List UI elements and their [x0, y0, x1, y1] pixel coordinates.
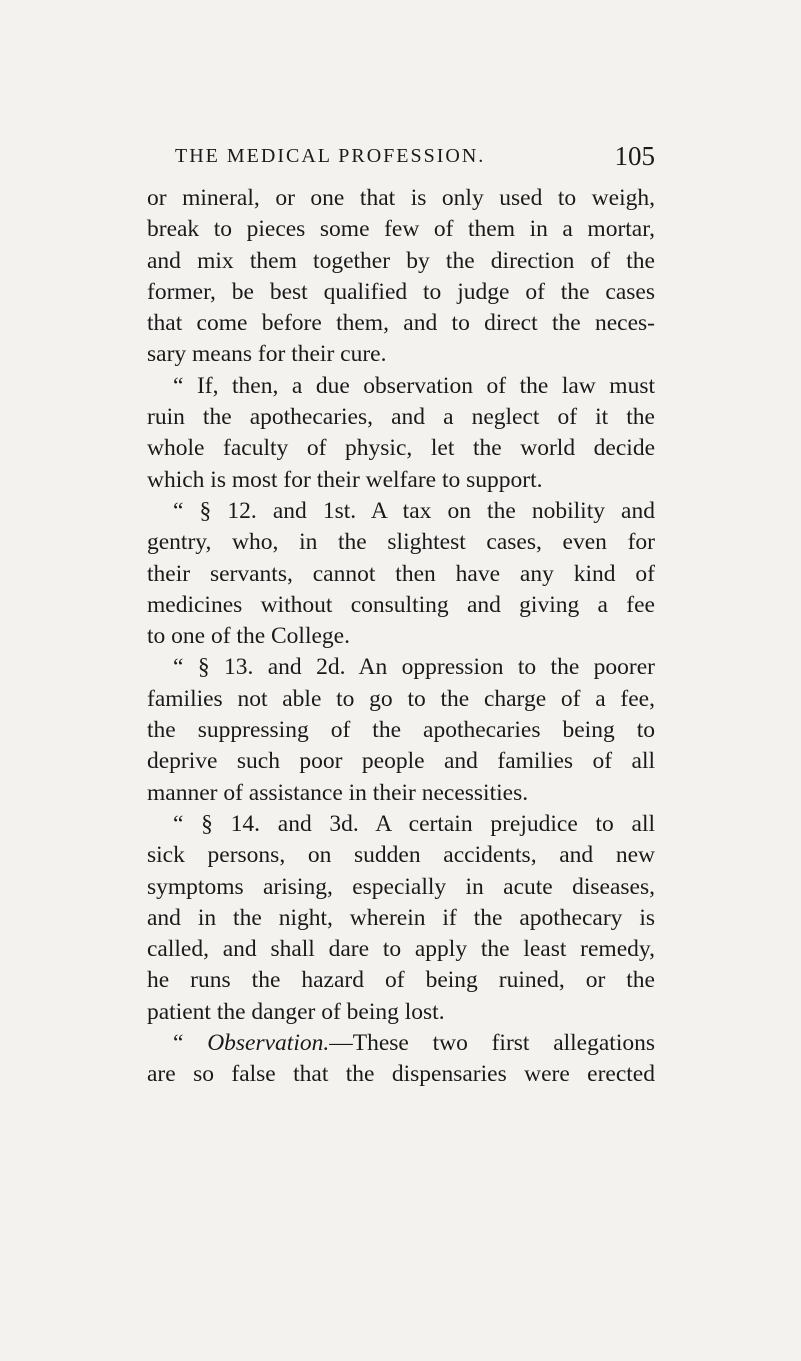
text-line: sick persons, on sudden accidents, and new [147, 842, 655, 869]
text-line: gentry, who, in the slightest cases, even for [147, 529, 655, 556]
text-line: medicines without consulting and giving a fee [147, 591, 655, 618]
text-line: deprive such poor people and families of all [147, 748, 655, 775]
text-line: he runs the hazard of being ruined, or the [147, 967, 655, 994]
running-title: THE MEDICAL PROFESSION. [175, 145, 486, 167]
text-line: to one of the College. [147, 623, 350, 650]
text-line: whole faculty of physic, let the world decide [147, 435, 655, 462]
text-line: that come before them, and to direct the neces- [147, 310, 655, 337]
text-line: are so false that the dispensaries were erected [147, 1061, 655, 1088]
text-line: called, and shall dare to apply the least remedy, [147, 936, 655, 963]
text-line: “ § 13. and 2d. An oppression to the poorer [173, 654, 655, 681]
page-number: 105 [614, 141, 655, 171]
text-line: the suppressing of the apothecaries being to [147, 717, 655, 744]
text-line: their servants, cannot then have any kind of [147, 560, 655, 587]
text-line: and in the night, wherein if the apothecary is [147, 904, 655, 931]
line-remainder: —These two first allegations [329, 1030, 655, 1057]
open-quote: “ [173, 1030, 208, 1057]
text-line: symptoms arising, especially in acute diseases, [147, 873, 655, 900]
text-line: manner of assistance in their necessities. [147, 779, 529, 806]
text-line: ruin the apothecaries, and a neglect of it the [147, 404, 655, 431]
text-line: and mix them together by the direction of the [147, 247, 655, 274]
italic-heading: Observation. [207, 1030, 330, 1057]
text-line: families not able to go to the charge of a fee, [147, 685, 655, 712]
running-head [175, 141, 655, 175]
text-line: or mineral, or one that is only used to weigh, [147, 185, 655, 211]
text-line: former, be best qualified to judge of the cases [147, 278, 655, 305]
body-text [147, 183, 655, 1091]
text-line: break to pieces some few of them in a mortar, [147, 216, 655, 243]
text-line: “ If, then, a due observation of the law must [173, 372, 655, 399]
text-line: “ § 12. and 1st. A tax on the nobility and [173, 497, 655, 524]
text-line: which is most for their welfare to support. [147, 466, 543, 493]
text-line: sary means for their cure. [147, 341, 387, 368]
text-line: “ § 14. and 3d. A certain prejudice to all [173, 810, 655, 837]
text-line [147, 1028, 655, 1059]
text-line: patient the danger of being lost. [147, 998, 445, 1025]
